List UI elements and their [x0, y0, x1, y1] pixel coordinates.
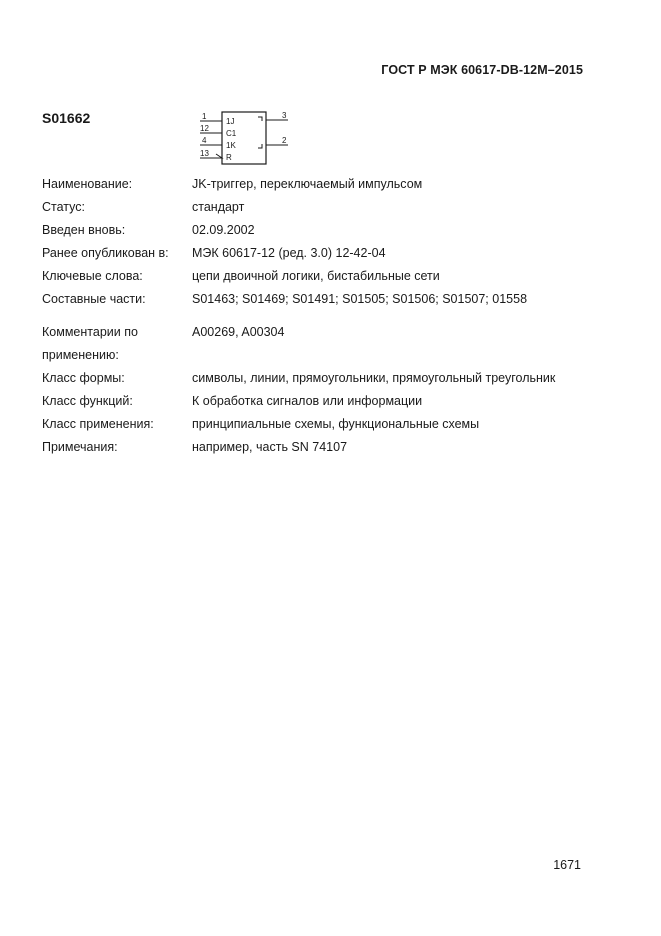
property-key: Наименование:	[42, 177, 133, 191]
pin-number: 13	[200, 149, 209, 158]
property-row	[42, 265, 602, 288]
property-table	[42, 173, 602, 459]
document-header: ГОСТ Р МЭК 60617-DB-12M–2015	[381, 63, 583, 77]
property-value: S01463; S01469; S01491; S01505; S01506; S01507; 01558	[192, 292, 528, 306]
pin-label: R	[226, 153, 232, 162]
property-key: Ключевые слова:	[42, 269, 143, 283]
property-row	[42, 390, 602, 413]
property-row	[42, 436, 602, 459]
property-row	[42, 367, 602, 390]
property-key: Введен вновь:	[42, 223, 126, 237]
property-row	[42, 219, 602, 242]
property-key: Примечания:	[42, 440, 118, 454]
property-row	[42, 173, 602, 196]
jk-flipflop-symbol	[196, 108, 296, 168]
property-row	[42, 321, 602, 367]
property-value: например, часть SN 74107	[192, 440, 348, 454]
property-key: Ранее опубликован в:	[42, 246, 169, 260]
property-value: 02.09.2002	[192, 223, 255, 237]
pin-number: 2	[282, 136, 287, 145]
pin-number: 4	[202, 136, 207, 145]
property-key: Класс формы:	[42, 371, 125, 385]
property-key-line: применению:	[42, 348, 119, 362]
property-value: цепи двоичной логики, бистабильные сети	[192, 269, 440, 283]
negation-triangle	[216, 154, 222, 158]
property-value: символы, линии, прямоугольники, прямоугольный треугольник	[192, 371, 556, 385]
property-key: Составные части:	[42, 292, 146, 306]
property-value: A00269, A00304	[192, 325, 285, 339]
property-key: Класс применения:	[42, 417, 154, 431]
property-row	[42, 196, 602, 219]
property-value: МЭК 60617-12 (ред. 3.0) 12-42-04	[192, 246, 386, 260]
pin-number: 12	[200, 124, 209, 133]
pin-label: C1	[226, 129, 237, 138]
property-key: Класс функций:	[42, 394, 133, 408]
property-row	[42, 413, 602, 436]
property-key	[42, 321, 192, 367]
pin-label: 1K	[226, 141, 236, 150]
property-key-line: Комментарии по	[42, 325, 138, 339]
symbol-id: S01662	[42, 110, 91, 126]
property-value: К обработка сигналов или информации	[192, 394, 423, 408]
pin-label: 1J	[226, 117, 235, 126]
property-value: стандарт	[192, 200, 245, 214]
property-row	[42, 242, 602, 265]
property-key: Статус:	[42, 200, 85, 214]
page-number: 1671	[553, 858, 581, 872]
property-value: принципиальные схемы, функциональные схемы	[192, 417, 480, 431]
postponed-output-mark-upper	[258, 117, 262, 121]
postponed-output-mark-lower	[258, 144, 262, 148]
property-value: JK-триггер, переключаемый импульсом	[192, 177, 423, 191]
pin-number: 3	[282, 111, 287, 120]
pin-number: 1	[202, 112, 207, 121]
property-row	[42, 288, 602, 311]
